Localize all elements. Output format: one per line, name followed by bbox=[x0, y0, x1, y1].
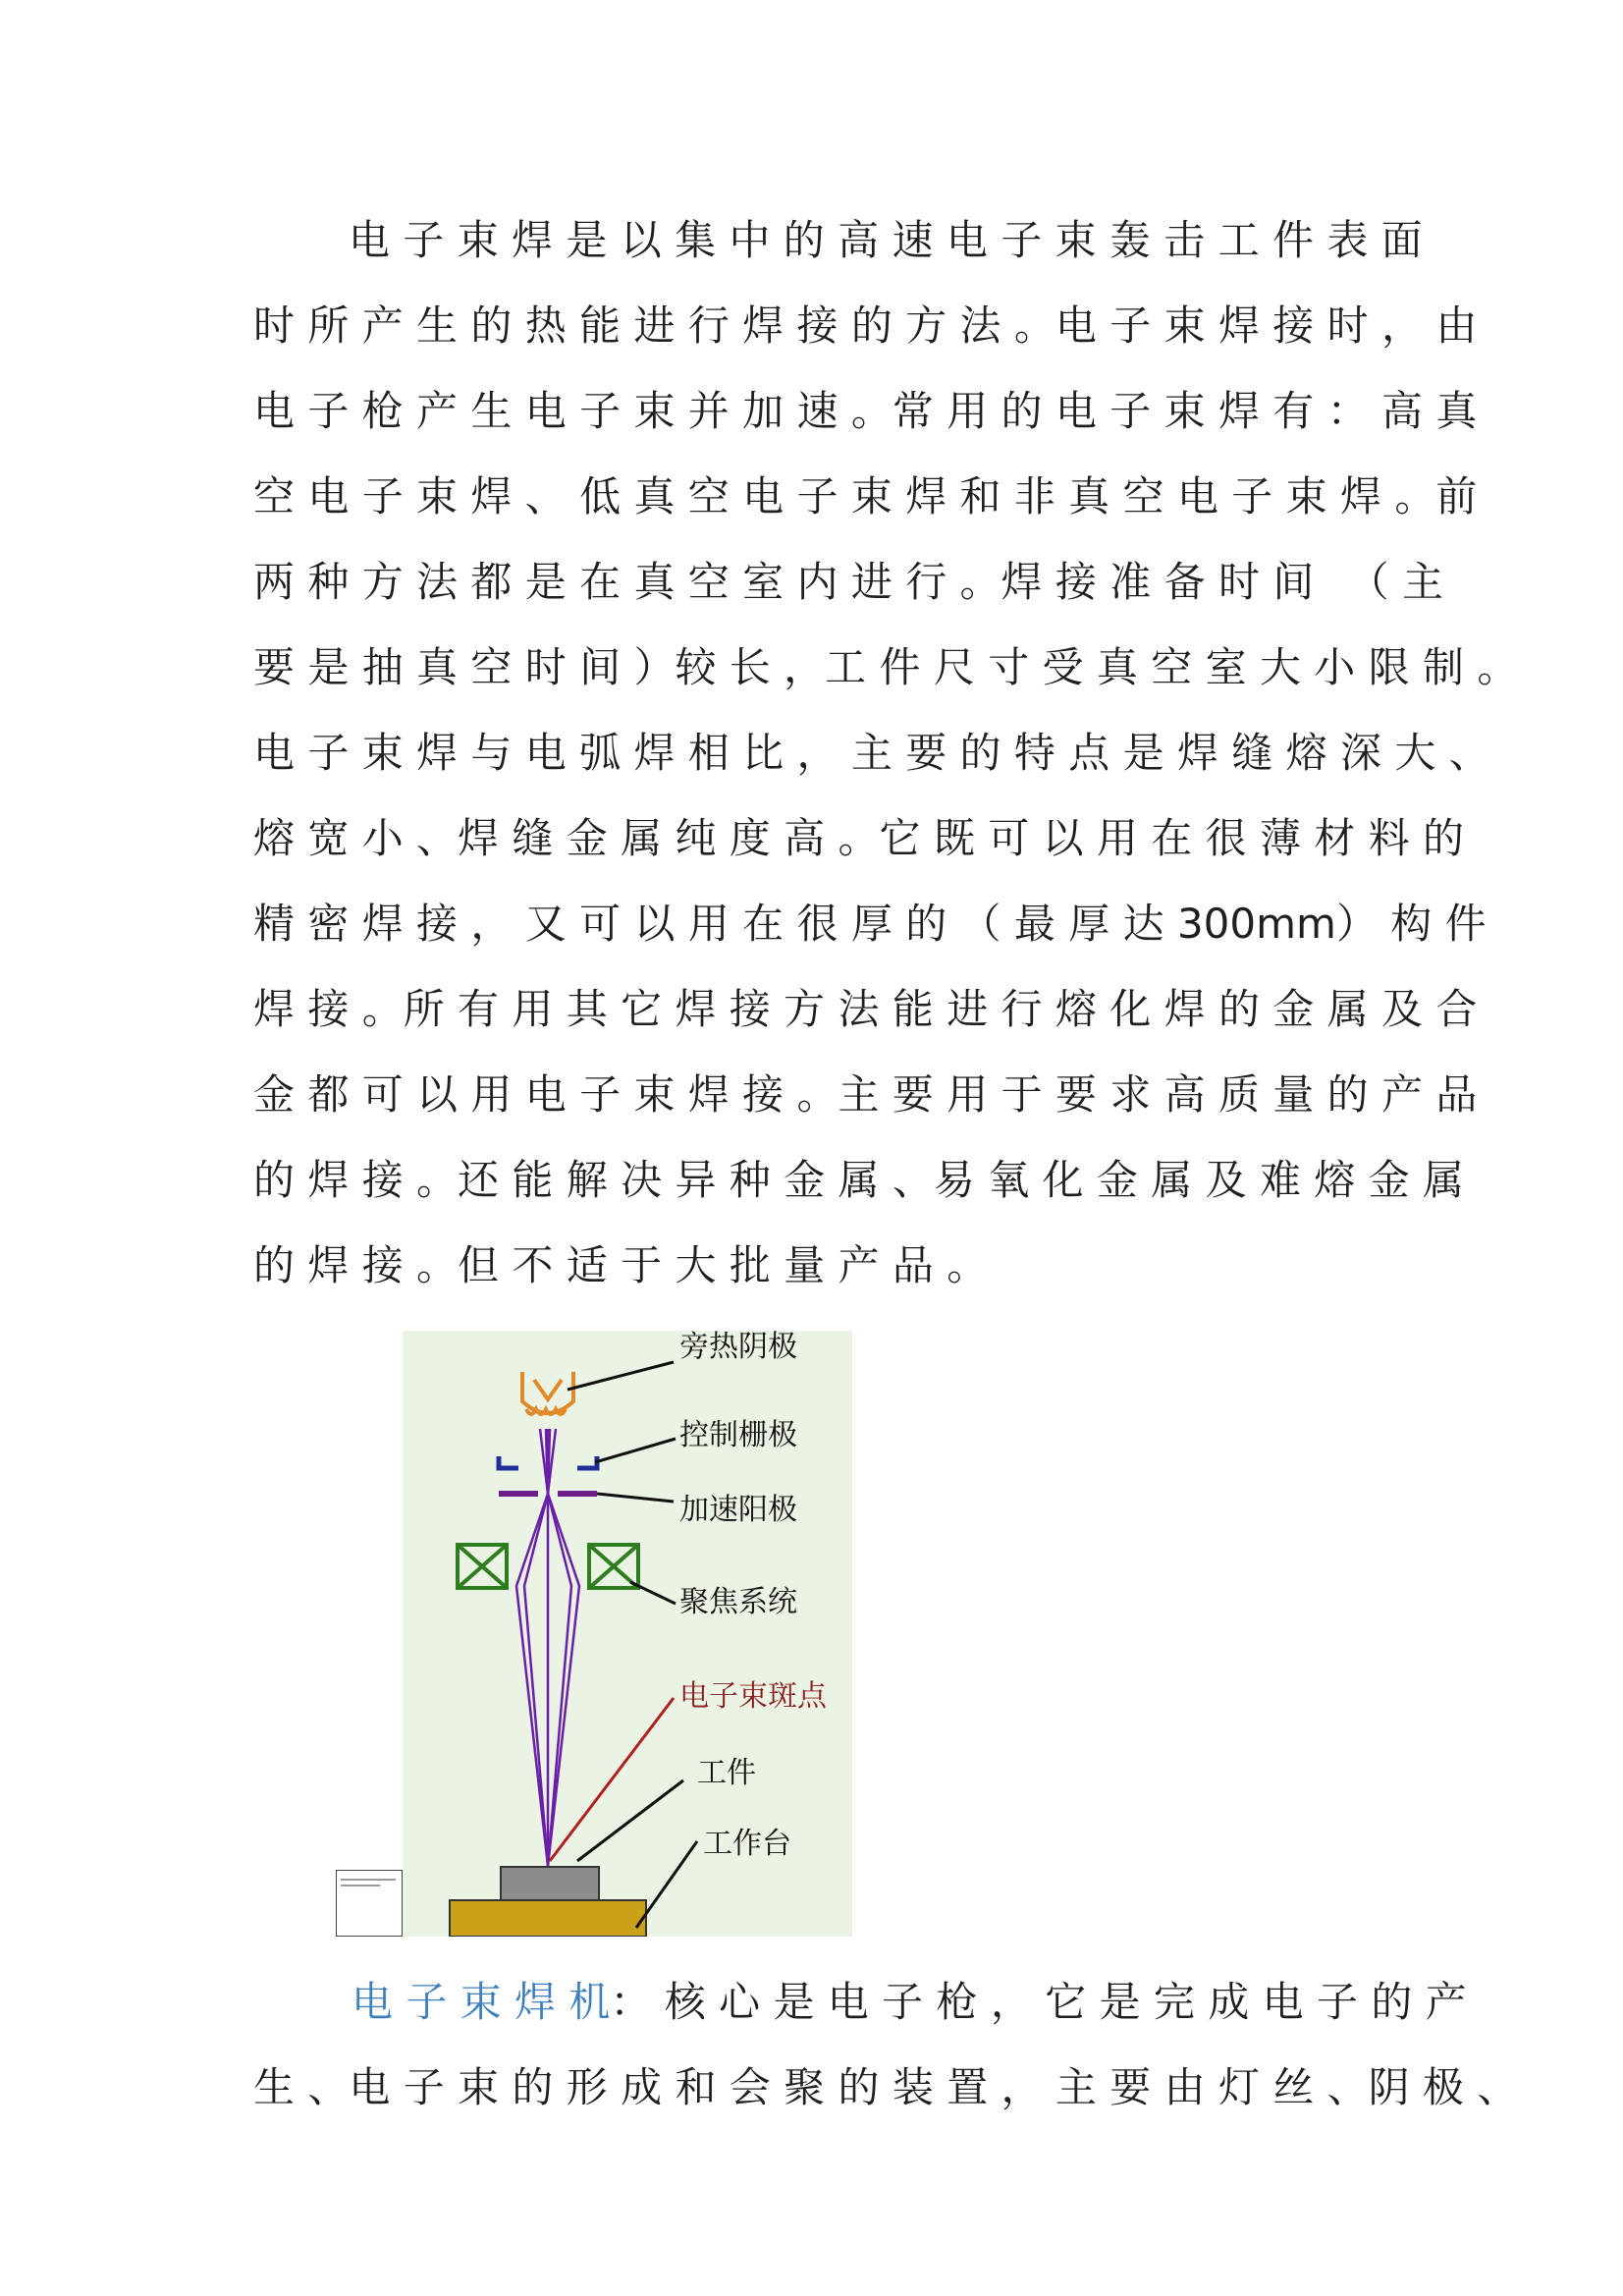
text-line: 空 电 子 束 焊 、 低 真 空 电 子 束 焊 和 非 真 空 电 子 束 焊 。前 bbox=[253, 472, 1478, 520]
workpiece-shape bbox=[501, 1867, 599, 1900]
label-focus-system: 聚焦系统 bbox=[679, 1585, 797, 1619]
worktable-shape bbox=[450, 1900, 646, 1937]
text-line: 两 种 方 法 都 是 在 真 空 室 内 进 行 。焊 接 准 备 时 间 （ 主 bbox=[253, 558, 1444, 606]
label-control-grid: 控制栅极 bbox=[679, 1418, 797, 1452]
text-line: 的 焊 接 。还 能 解 决 异 种 金 属 、易 氧 化 金 属 及 难 熔 金 属 bbox=[253, 1156, 1465, 1204]
label-beam-spot: 电子束斑点 bbox=[679, 1679, 827, 1714]
text-line: 熔 宽 小 、焊 缝 金 属 纯 度 高 。它 既 可 以 用 在 很 薄 材 料 的 bbox=[253, 814, 1465, 862]
label-cathode: 旁热阴极 bbox=[679, 1330, 797, 1364]
section-heading: 电 子 束 焊 机 bbox=[352, 1978, 611, 2026]
text-line: 的 焊 接 。但 不 适 于 大 批 量 产 品 。 bbox=[253, 1241, 989, 1289]
text-line: 电 子 束 焊 是 以 集 中 的 高 速 电 子 束 轰 击 工 件 表 面 bbox=[349, 216, 1423, 264]
text-line: 要 是 抽 真 空 时 间 ）较 长 ，工 件 尺 寸 受 真 空 室 大 小 限 制 。 bbox=[253, 643, 1519, 691]
text-line: 时 所 产 生 的 热 能 进 行 焊 接 的 方 法 。电 子 束 焊 接 时 ， 由 bbox=[253, 301, 1478, 350]
label-anode: 加速阳极 bbox=[679, 1493, 797, 1527]
text-line: 电 子 枪 产 生 电 子 束 并 加 速 。常 用 的 电 子 束 焊 有 ： 高 真 bbox=[253, 387, 1478, 435]
text-line: 焊 接 。所 有 用 其 它 焊 接 方 法 能 进 行 熔 化 焊 的 金 属 及 合 bbox=[253, 985, 1478, 1033]
text-line bbox=[352, 1973, 1467, 2032]
focus-coil-left bbox=[458, 1545, 507, 1588]
electron-beam-diagram bbox=[403, 1331, 852, 1937]
label-workpiece: 工件 bbox=[697, 1756, 756, 1790]
text-line: 精 密 焊 接 ， 又 可 以 用 在 很 厚 的 （ 最 厚 达 300mm） 构 件 bbox=[253, 900, 1487, 948]
text-line: 电 子 束 焊 与 电 弧 焊 相 比 ， 主 要 的 特 点 是 焊 缝 熔 深 大 、 bbox=[253, 729, 1490, 777]
label-worktable: 工作台 bbox=[703, 1827, 791, 1861]
text-line: 金 都 可 以 用 电 子 束 焊 接 。主 要 用 于 要 求 高 质 量 的 产 品 bbox=[253, 1070, 1478, 1119]
cathode-shape bbox=[522, 1372, 573, 1414]
leader-lines bbox=[568, 1362, 697, 1928]
section-text: ： 核 心 是 电 子 枪 ， 它 是 完 成 电 子 的 产 bbox=[610, 1978, 1467, 2026]
text-line: 生 、电 子 束 的 形 成 和 会 聚 的 装 置 ， 主 要 由 灯 丝 、阴 极 、 bbox=[253, 2063, 1519, 2111]
image-placeholder bbox=[336, 1870, 403, 1937]
